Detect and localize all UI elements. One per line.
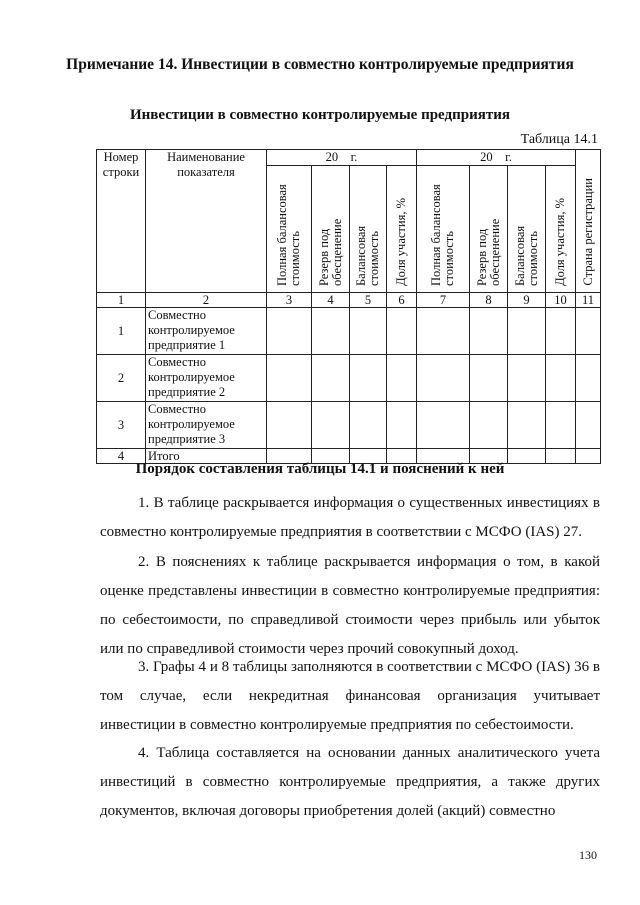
section-title: Порядок составления таблицы 14.1 и пояснений к ней [135, 461, 505, 477]
col-num: 6 [387, 293, 417, 308]
column-numbers-row [97, 293, 601, 308]
header-year-2: 20 г. [417, 150, 576, 166]
header-carrying-value-2: Балансовая стоимость [508, 166, 546, 293]
row-number: 4 [97, 449, 146, 464]
col-num: 11 [576, 293, 601, 308]
header-gross-value-1: Полная балансовая стоимость [267, 166, 312, 293]
col-num: 3 [267, 293, 312, 308]
col-num: 10 [546, 293, 576, 308]
col-num: 1 [97, 293, 146, 308]
col-num: 9 [508, 293, 546, 308]
header-row-number: Номер строки [97, 150, 146, 293]
row-number: 1 [97, 308, 146, 355]
row-number: 2 [97, 355, 146, 402]
header-share-2: Доля участия, % [546, 166, 576, 293]
table-number: Таблица 14.1 [520, 132, 598, 147]
investments-table [96, 149, 601, 464]
table-row [97, 355, 601, 402]
table-title: Инвестиции в совместно контролируемые предприятия [130, 107, 510, 123]
col-num: 5 [350, 293, 387, 308]
col-num: 8 [470, 293, 508, 308]
header-gross-value-2: Полная балансовая стоимость [417, 166, 470, 293]
header-impairment-2: Резерв под обесценение [470, 166, 508, 293]
col-num: 2 [146, 293, 267, 308]
table-row [97, 402, 601, 449]
header-country: Страна регистрации [576, 150, 601, 293]
col-num: 4 [312, 293, 350, 308]
row-name: Итого [146, 449, 267, 464]
paragraph-3: 3. Графы 4 и 8 таблицы заполняются в соответствии с МСФО (IAS) 36 в том случае, если некредитная финансовая организация учитывает инвестиции в совместно контролируемые предприятия по себестоимости. [100, 659, 600, 733]
page-number: 130 [579, 848, 597, 862]
paragraph-2: 2. В пояснениях к таблице раскрывается информация о том, в какой оценке представлены инвестиции в совместно контролируемые предприятия: по себестоимости, по справедливой стоимости через прибыль или убыток или по справедливой стоимости через прочий совокупный доход. [100, 554, 600, 657]
row-number: 3 [97, 402, 146, 449]
row-name: Совместно контролируемое предприятие 2 [146, 355, 267, 402]
paragraph-1: 1. В таблице раскрывается информация о существенных инвестициях в совместно контролируемые предприятия в соответствии с МСФО (IAS) 27. [100, 495, 600, 540]
header-impairment-1: Резерв под обесценение [312, 166, 350, 293]
header-indicator-name: Наименование показателя [146, 150, 267, 293]
paragraph-4: 4. Таблица составляется на основании данных аналитического учета инвестиций в совместно контролируемые предприятия, а также других документов, включая договоры приобретения долей (акций) совместно [100, 745, 600, 819]
header-carrying-value-1: Балансовая стоимость [350, 166, 387, 293]
header-share-1: Доля участия, % [387, 166, 417, 293]
col-num: 7 [417, 293, 470, 308]
table-row [97, 308, 601, 355]
row-name: Совместно контролируемое предприятие 1 [146, 308, 267, 355]
header-year-1: 20 г. [267, 150, 417, 166]
note-title: Примечание 14. Инвестиции в совместно контролируемые предприятия [66, 56, 574, 73]
row-name: Совместно контролируемое предприятие 3 [146, 402, 267, 449]
